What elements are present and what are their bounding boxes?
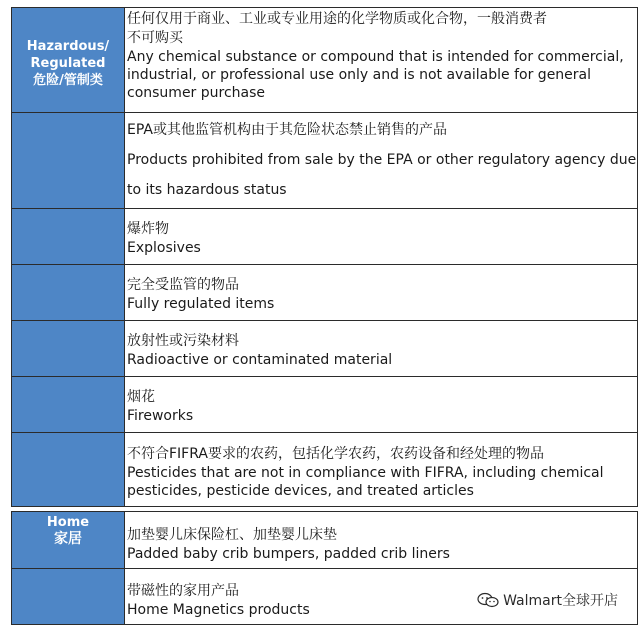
item-zh: EPA或其他监管机构由于其危险状态禁止销售的产品 <box>127 122 447 138</box>
category-cell <box>12 113 125 209</box>
item-en: Products prohibited from sale by the EPA or other regulatory agency due <box>127 152 637 168</box>
item-en: Any chemical substance or compound that is intended for commercial, industrial, or professional use only and is not available for general consumer purchase <box>127 49 624 101</box>
table-row <box>125 512 638 569</box>
table-row <box>125 321 638 377</box>
item-en: Explosives <box>127 240 201 256</box>
item-en: Radioactive or contaminated material <box>127 352 393 368</box>
category-cell <box>12 209 125 265</box>
hazardous-table <box>11 7 638 507</box>
item-zh: 不符合FIFRA要求的农药，包括化学农药，农药设备和经处理的物品 <box>127 446 544 462</box>
item-en: Padded baby crib bumpers, padded crib liners <box>127 546 450 562</box>
item-en: Home Magnetics products <box>127 602 310 618</box>
watermark-text: Walmart全球开店 <box>503 593 618 609</box>
table-row <box>125 113 638 209</box>
category-cell <box>12 265 125 321</box>
item-zh: 放射性或污染材料 <box>127 333 239 349</box>
category-en: Home <box>46 515 90 530</box>
table-row <box>125 265 638 321</box>
item-en: Fully regulated items <box>127 296 275 312</box>
item-zh: 带磁性的家用产品 <box>127 583 239 599</box>
item-zh: 任何仅用于商业、工业或专业用途的化学物质或化合物，一般消费者 <box>127 11 547 27</box>
category-zh: 危险/管制类 <box>33 73 103 88</box>
item-en-line2: to its hazardous status <box>127 182 287 198</box>
category-cell <box>12 321 125 377</box>
table-row <box>125 209 638 265</box>
item-zh: 加垫婴儿床保险杠、加垫婴儿床垫 <box>127 527 337 543</box>
category-cell <box>12 377 125 433</box>
item-zh: 爆炸物 <box>127 221 169 237</box>
item-zh: 烟花 <box>127 389 155 405</box>
table-row <box>125 377 638 433</box>
wechat-icon <box>477 592 499 608</box>
category-zh: 家居 <box>54 531 82 547</box>
table-row <box>125 433 638 507</box>
category-en-line1: Hazardous/ <box>26 39 110 54</box>
category-hazardous <box>12 8 125 113</box>
category-cell <box>12 433 125 507</box>
item-zh: 完全受监管的物品 <box>127 277 239 293</box>
item-en: Pesticides that are not in compliance with FIFRA, including chemical pesticides, pesticide devices, and treated articles <box>127 465 604 499</box>
category-en-line2: Regulated <box>30 56 106 71</box>
watermark <box>477 590 618 610</box>
item-en: Fireworks <box>127 408 194 424</box>
table-row <box>125 8 638 113</box>
category-home <box>12 512 125 569</box>
category-cell <box>12 569 125 625</box>
item-zh-line2: 不可购买 <box>127 30 183 46</box>
